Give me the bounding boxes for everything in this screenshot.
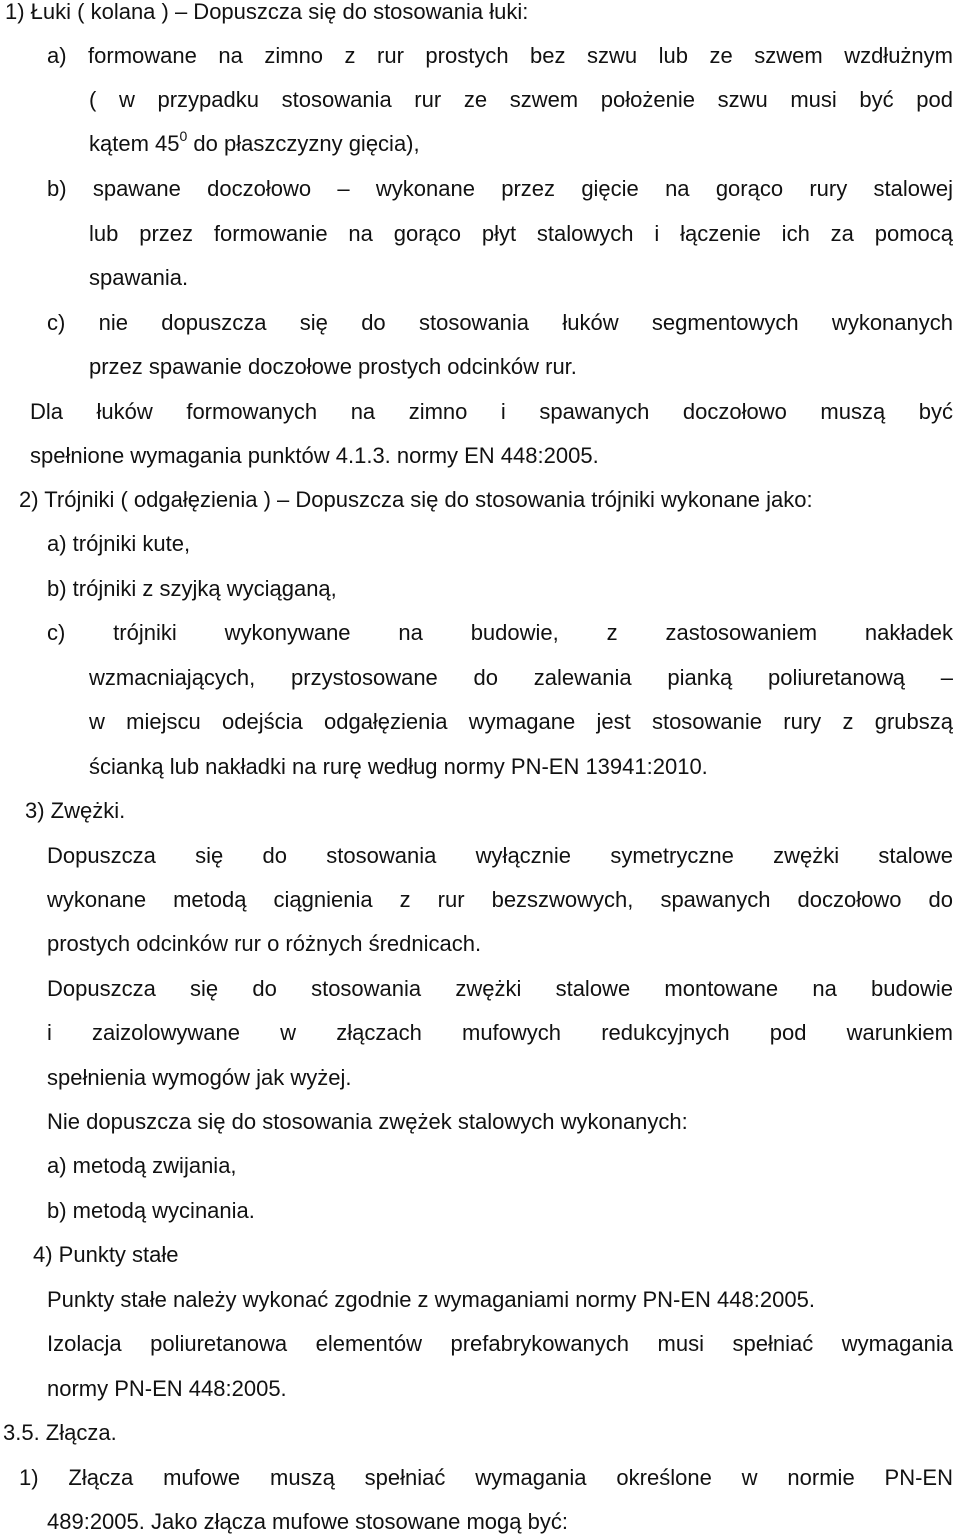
list-item-b: b) metodą wycinania. (47, 1198, 255, 1223)
list-item-c: c) trójniki wykonywane na budowie, z zastosowaniem nakładek (47, 620, 953, 645)
section-3-5-heading: 3.5. Złącza. (3, 1420, 117, 1445)
list-item-b: b) trójniki z szyjką wyciąganą, (47, 576, 337, 601)
text-line: ścianką lub nakładki na rurę według normy PN-EN 13941:2010. (89, 754, 708, 779)
text-line: normy PN-EN 448:2005. (47, 1376, 287, 1401)
text-line: Dopuszcza się do stosowania wyłącznie symetryczne zwężki stalowe (47, 843, 953, 868)
section-4-heading: 4) Punkty stałe (33, 1242, 179, 1267)
text-line: wzmacniających, przystosowane do zalewania pianką poliuretanową – (89, 665, 953, 690)
text-line: Dla łuków formowanych na zimno i spawanych doczołowo muszą być (30, 399, 953, 424)
section-1-heading: 1) Łuki ( kolana ) – Dopuszcza się do stosowania łuki: (5, 0, 529, 24)
text-line: lub przez formowanie na gorąco płyt stalowych i łączenie ich za pomocą (89, 221, 953, 246)
text-line: spełnienia wymogów jak wyżej. (47, 1065, 352, 1090)
text-line: spawania. (89, 265, 189, 290)
text-line: Nie dopuszcza się do stosowania zwężek stalowych wykonanych: (47, 1109, 688, 1134)
text-line: wykonane metodą ciągnienia z rur bezszwowych, spawanych doczołowo do (47, 887, 953, 912)
list-item-c: c) nie dopuszcza się do stosowania łuków segmentowych wykonanych (47, 310, 953, 335)
list-item-a: a) formowane na zimno z rur prostych bez szwu lub ze szwem wzdłużnym (47, 43, 953, 68)
text-line: prostych odcinków rur o różnych średnicach. (47, 931, 482, 956)
text-after-superscript: do płaszczyzny gięcia), (187, 131, 420, 156)
text-line: 489:2005. Jako złącza mufowe stosowane mogą być: (47, 1509, 568, 1534)
list-item-b: b) spawane doczołowo – wykonane przez gięcie na gorąco rury stalowej (47, 176, 953, 201)
text-line (89, 127, 420, 158)
text-before-superscript: kątem 45 (89, 131, 180, 156)
text-line: w miejscu odejścia odgałęzienia wymagane jest stosowanie rury z grubszą (89, 709, 953, 734)
text-line: Dopuszcza się do stosowania zwężki stalowe montowane na budowie (47, 976, 953, 1001)
text-line: ( w przypadku stosowania rur ze szwem położenie szwu musi być pod (89, 87, 953, 112)
text-line: 1) Złącza mufowe muszą spełniać wymagania określone w normie PN-EN (19, 1465, 953, 1490)
section-3-heading: 3) Zwężki. (25, 798, 126, 823)
superscript-degree: 0 (179, 127, 188, 144)
text-line: Punkty stałe należy wykonać zgodnie z wymaganiami normy PN-EN 448:2005. (47, 1287, 815, 1312)
section-2-heading: 2) Trójniki ( odgałęzienia ) – Dopuszcza się do stosowania trójniki wykonane jako: (19, 487, 813, 512)
text-line: i zaizolowywane w złączach mufowych redukcyjnych pod warunkiem (47, 1020, 953, 1045)
list-item-a: a) trójniki kute, (47, 531, 191, 556)
text-line: przez spawanie doczołowe prostych odcinków rur. (89, 354, 577, 379)
list-item-a: a) metodą zwijania, (47, 1153, 237, 1178)
text-line: spełnione wymagania punktów 4.1.3. normy EN 448:2005. (30, 443, 599, 468)
text-line: Izolacja poliuretanowa elementów prefabrykowanych musi spełniać wymagania (47, 1331, 953, 1356)
